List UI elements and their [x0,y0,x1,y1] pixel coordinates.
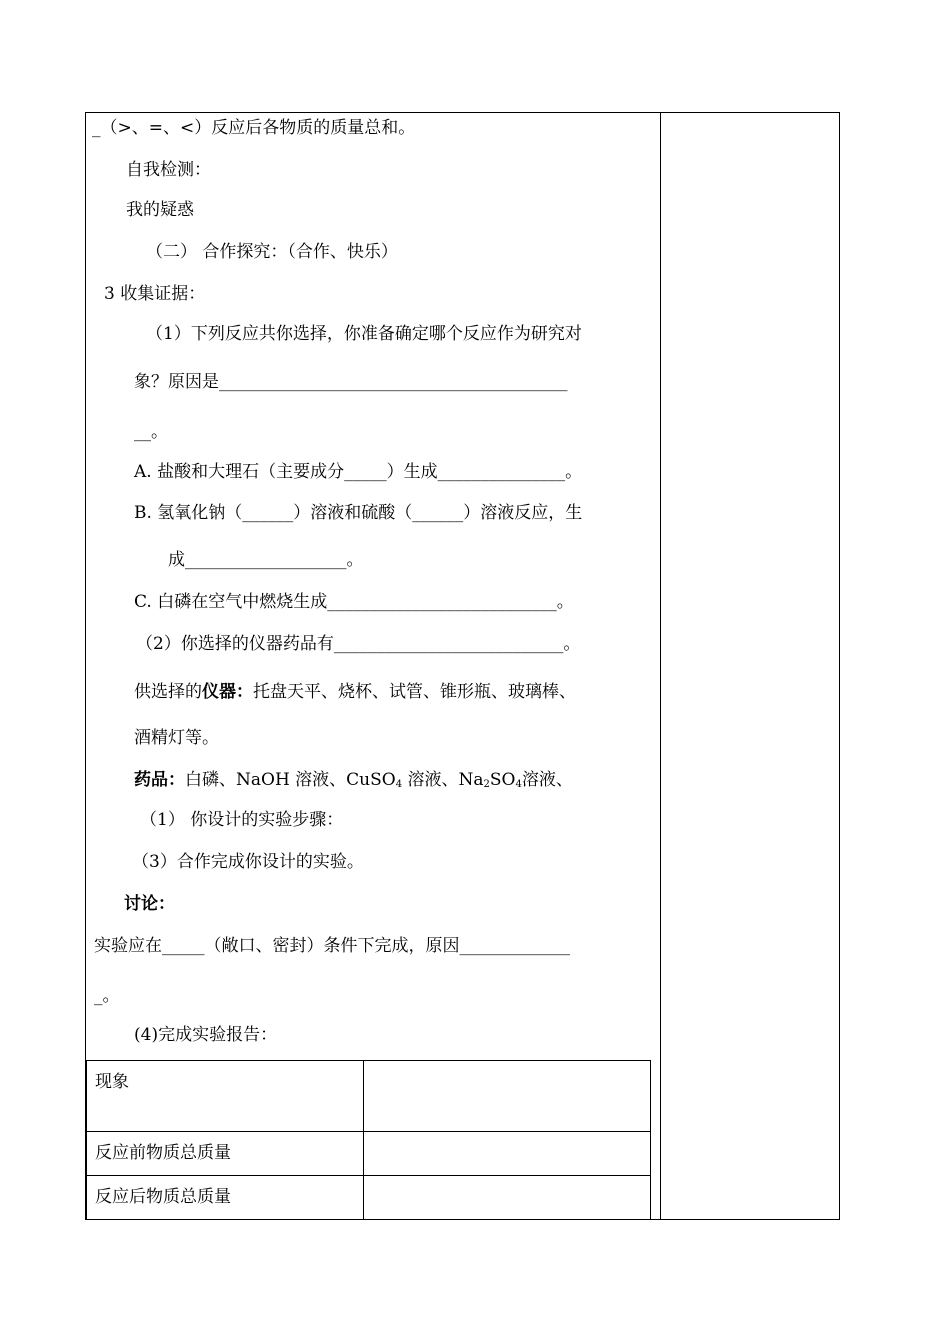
text-span: 白磷、NaOH 溶液、CuSO [185,770,396,790]
table-cell-empty[interactable] [364,1176,651,1220]
option-c: C. 白磷在空气中燃烧生成___________________________。 [134,592,574,612]
table-row [87,1061,651,1132]
text-line: __。 [134,422,168,442]
table-cell: 反应后物质总质量 [87,1176,364,1220]
text-span: 供选择的 [134,682,202,702]
table-cell: 反应前物质总质量 [87,1132,364,1176]
table-row [87,1132,651,1176]
text-line: 成___________________。 [168,550,364,570]
text-line: _（>、=、<）反应后各物质的质量总和。 [92,118,416,138]
subscript: 2 [483,779,490,790]
reagents-line [134,770,573,795]
text-line: （1）下列反应共你选择，你准备确定哪个反应作为研究对 [146,324,582,344]
subscript: 4 [515,779,522,790]
text-span: 溶液、Na [402,770,484,790]
text-line: 自我检测： [126,160,211,180]
discussion-heading: 讨论： [124,894,175,914]
bold-label: 仪器： [202,682,253,702]
text-line: (4)完成实验报告： [134,1025,278,1045]
page-frame [85,112,840,1220]
text-line: 3 收集证据： [104,284,206,304]
table-cell-empty[interactable] [364,1061,651,1132]
text-line: （2）你选择的仪器药品有___________________________。 [136,634,581,654]
option-b: B. 氢氧化钠（______）溶液和硫酸（______）溶液反应，生 [134,503,583,523]
table-row [87,1176,651,1220]
text-line: （1） 你设计的实验步骤： [140,810,344,830]
equipment-line [134,682,576,702]
text-line: 我的疑惑 [126,200,194,220]
text-line: 实验应在_____（敞口、密封）条件下完成，原因_____________ [94,936,570,956]
text-span: 托盘天平、烧杯、试管、锥形瓶、玻璃棒、 [253,682,576,702]
text-span: 溶液、 [521,770,573,790]
table-cell: 现象 [87,1061,364,1132]
report-table [86,1060,651,1220]
bold-label: 药品： [134,770,185,790]
text-line: _。 [94,986,120,1006]
text-line: 象？原因是_________________________________________ [134,372,568,392]
text-line: （3）合作完成你设计的实验。 [132,852,364,872]
table-cell-empty[interactable] [364,1132,651,1176]
subscript: 4 [395,779,403,790]
text-span: SO [489,770,516,790]
section-heading: （二） 合作探究：（合作、快乐） [146,242,398,262]
column-divider [660,112,661,1220]
option-a: A. 盐酸和大理石（主要成分_____）生成_______________。 [134,462,583,482]
text-line: 酒精灯等。 [134,728,219,748]
